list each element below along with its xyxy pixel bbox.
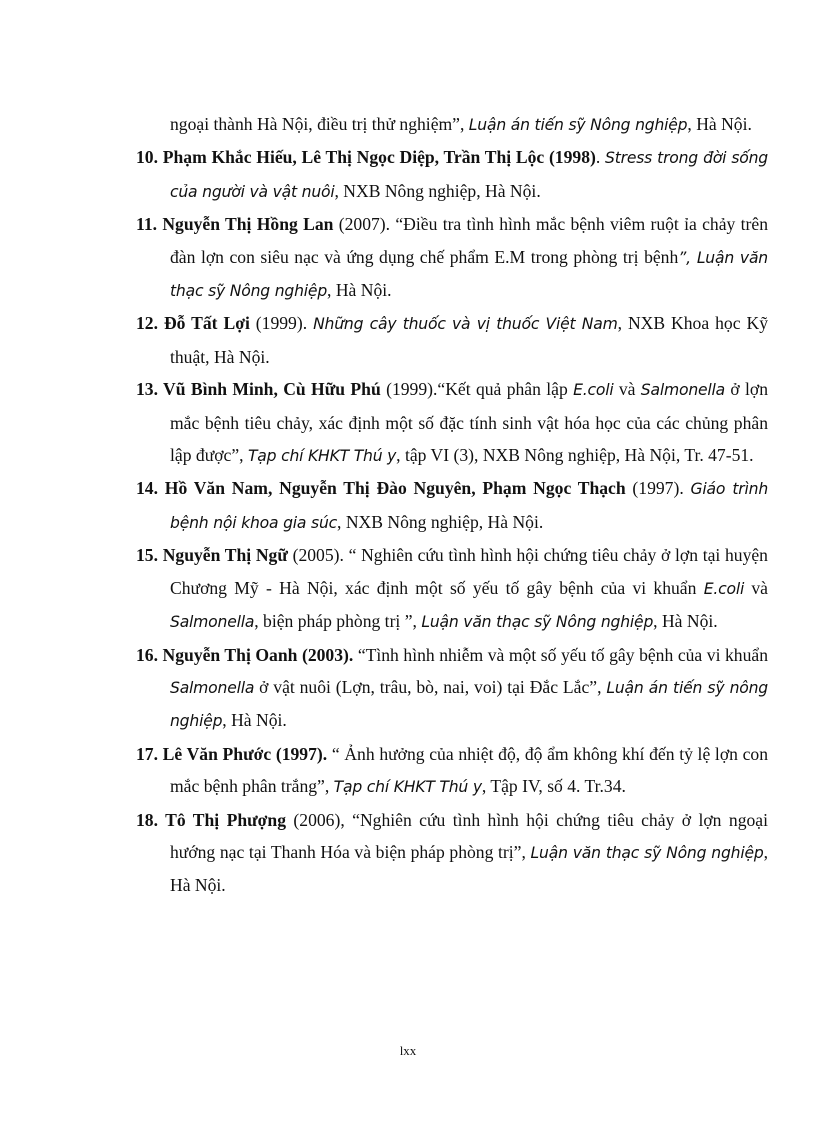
reference-item: 17. Lê Văn Phước (1997). “ Ảnh hưởng của nhiệt độ, độ ẩm không khí đến tỷ lệ lợn con mắc bệnh phân trắng”, Tạp chí KHKT Thú y, Tập IV, số 4. Tr.34. bbox=[136, 743, 768, 797]
reference-item: 16. Nguyễn Thị Oanh (2003). “Tình hình nhiễm và một số yếu tố gây bệnh của vi khuẩn Salmonella ở vật nuôi (Lợn, trâu, bò, nai, voi) tại Đắc Lắc”, Luận án tiến sỹ nông nghiệp, Hà Nội. bbox=[136, 644, 768, 731]
reference-title: E.coli bbox=[573, 381, 614, 400]
reference-item: 10. Phạm Khắc Hiếu, Lê Thị Ngọc Diệp, Trần Thị Lộc (1998). Stress trong đời sống của người và vật nuôi, NXB Nông nghiệp, Hà Nội. bbox=[136, 147, 769, 201]
reference-item: 14. Hồ Văn Nam, Nguyễn Thị Đào Nguyên, Phạm Ngọc Thạch (1997). Giáo trình bệnh nội khoa gia súc, NXB Nông nghiệp, Hà Nội. bbox=[136, 478, 769, 532]
reference-title: ”, Luận văn thạc sỹ Nông nghiệp bbox=[170, 248, 768, 301]
reference-list bbox=[136, 108, 768, 902]
reference-title: Salmonella bbox=[640, 381, 726, 400]
reference-title: Luận văn thạc sỹ Nông nghiệp bbox=[421, 613, 654, 632]
reference-continued-entry: ngoại thành Hà Nội, điều trị thử nghiệm”, Luận án tiến sỹ Nông nghiệp, Hà Nội. bbox=[170, 114, 752, 134]
reference-number: 15. bbox=[136, 545, 163, 566]
reference-item: 11. Nguyễn Thị Hồng Lan (2007). “Điều tra tình hình mắc bệnh viêm ruột ỉa chảy trên đàn lợn con siêu nạc và ứng dụng chế phẩm E.M trong phòng trị bệnh”, Luận văn thạc sỹ Nông nghiệp, Hà Nội. bbox=[136, 214, 768, 301]
reference-title: Salmonella bbox=[170, 613, 255, 632]
reference-author: Phạm Khắc Hiếu, Lê Thị Ngọc Diệp, Trần Thị Lộc (1998) bbox=[162, 147, 596, 168]
reference-author: Đỗ Tất Lợi bbox=[163, 313, 250, 334]
reference-number: 12. bbox=[136, 313, 164, 334]
reference-title: Luận án tiến sỹ nông nghiệp bbox=[170, 678, 768, 731]
reference-title: E.coli bbox=[703, 579, 745, 598]
reference-item: 18. Tô Thị Phượng (2006), “Nghiên cứu tình hình hội chứng tiêu chảy ở lợn ngoại hướng nạc tại Thanh Hóa và biện pháp phòng trị”, Luận văn thạc sỹ Nông nghiệp, Hà Nội. bbox=[136, 809, 768, 896]
reference-items bbox=[136, 141, 768, 901]
reference-number: 18. bbox=[136, 809, 166, 830]
page-number: lxx bbox=[399, 1043, 417, 1058]
reference-title: Luận án tiến sỹ Nông nghiệp bbox=[468, 116, 688, 134]
reference-author: Tô Thị Phượng bbox=[165, 809, 286, 830]
reference-number: 11. bbox=[136, 214, 163, 235]
reference-title: Những cây thuốc và vị thuốc Việt Nam bbox=[313, 315, 618, 334]
reference-title: Salmonella bbox=[170, 678, 255, 697]
reference-number: 10. bbox=[136, 147, 163, 168]
reference-item: 13. Vũ Bình Minh, Cù Hữu Phú (1999).“Kết quả phân lập E.coli và Salmonella ở lợn mắc bệnh tiêu chảy, xác định một số đặc tính sinh vật hóa học của các chủng phân lập được”, Tạp chí KHKT Thú y, tập VI (3), NXB Nông nghiệp, Hà Nội, Tr. 47-51. bbox=[136, 379, 769, 466]
reference-author: Nguyễn Thị Oanh (2003). bbox=[162, 644, 354, 665]
reference-number: 16. bbox=[136, 644, 163, 665]
reference-title: Giáo trình bệnh nội khoa gia súc bbox=[170, 480, 769, 532]
reference-title: Tạp chí KHKT Thú y bbox=[333, 778, 482, 797]
reference-item: 15. Nguyễn Thị Ngữ (2005). “ Nghiên cứu tình hình hội chứng tiêu chảy ở lợn tại huyện Chương Mỹ - Hà Nội, xác định một số yếu tố gây bệnh của vi khuẩn E.coli và Salmonella, biện pháp phòng trị ”, Luận văn thạc sỹ Nông nghiệp, Hà Nội. bbox=[136, 545, 768, 632]
reference-title: Stress trong đời sống của người và vật nuôi bbox=[170, 149, 769, 201]
reference-number: 14. bbox=[136, 478, 165, 499]
reference-author: Nguyễn Thị Hồng Lan bbox=[162, 214, 334, 235]
reference-author: Vũ Bình Minh, Cù Hữu Phú bbox=[163, 379, 381, 400]
reference-item: 12. Đỗ Tất Lợi (1999). Những cây thuốc và vị thuốc Việt Nam, NXB Khoa học Kỹ thuật, Hà Nội. bbox=[136, 313, 768, 367]
reference-title: Tạp chí KHKT Thú y bbox=[247, 447, 397, 466]
reference-number: 13. bbox=[136, 379, 164, 400]
reference-number: 17. bbox=[136, 743, 163, 764]
reference-author: Hồ Văn Nam, Nguyễn Thị Đào Nguyên, Phạm Ngọc Thạch bbox=[164, 478, 626, 499]
reference-author: Nguyễn Thị Ngữ bbox=[162, 545, 288, 566]
reference-title: Luận văn thạc sỹ Nông nghiệp bbox=[530, 843, 764, 862]
reference-author: Lê Văn Phước (1997). bbox=[162, 743, 328, 764]
